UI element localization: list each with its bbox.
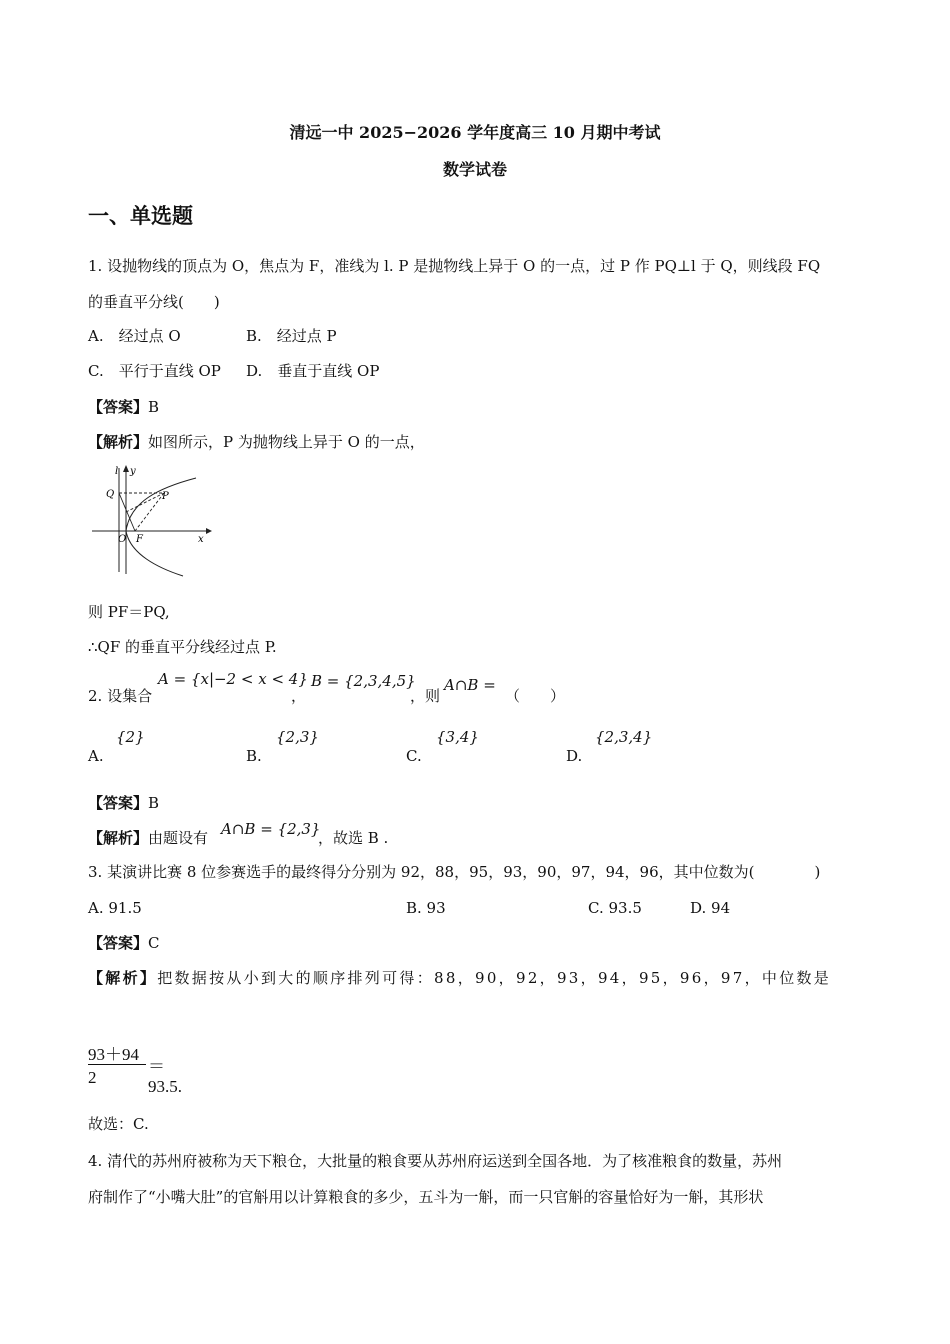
fraction-numerator: 93＋94 — [88, 1045, 139, 1064]
q2-stem-end: （ ） — [505, 687, 566, 705]
q2-option-c: {3,4} — [436, 728, 479, 746]
q2-answer — [88, 791, 159, 815]
analysis-text: 由题设有 — [148, 829, 209, 847]
q1-option-d: D. 垂直于直线 OP — [246, 362, 380, 380]
q1-answer — [88, 395, 159, 419]
q1-option-c: C. 平行于直线 OP — [88, 362, 221, 380]
q2-option-b-label: B. — [246, 747, 262, 765]
q1-option-b: B. 经过点 P — [246, 327, 337, 345]
q2-option-a: {2} — [116, 728, 145, 746]
q3-option-c: C. 93.5 — [588, 899, 642, 917]
parabola-figure — [88, 462, 213, 580]
fraction-bar — [88, 1064, 146, 1065]
label-l: l — [115, 466, 119, 477]
q3-option-d: D. 94 — [690, 899, 731, 917]
section-title: 一、单选题 — [88, 203, 193, 228]
q2-set-a: A = {x|−2 < x < 4} — [158, 670, 308, 688]
q4-line1: 4. 清代的苏州府被称为天下粮仓，大批量的粮食要从苏州府运送到全国各地．为了核准粮食的数量，苏州 — [88, 1152, 783, 1170]
answer-value: C — [148, 934, 160, 952]
answer-value: B — [148, 794, 160, 812]
exam-title: 清远一中 2025−2026 学年度高三 10 月期中考试 — [289, 123, 661, 142]
q2-comma: ， — [291, 687, 307, 705]
analysis-tag: 【解析】 — [88, 829, 149, 847]
answer-tag: 【答案】 — [88, 398, 149, 416]
fraction-denominator: 2 — [88, 1068, 97, 1087]
q2-analysis-end: ，故选 B . — [318, 829, 389, 847]
q2-stem-mid: ，则 — [410, 687, 441, 705]
label-x: x — [198, 534, 204, 545]
answer-tag: 【答案】 — [88, 934, 149, 952]
label-f: F — [136, 534, 143, 545]
q3-stem: 3. 某演讲比赛 8 位参赛选手的最终得分分别为 92，88，95，93，90，97，94，96，其中位数为( ) — [88, 863, 821, 881]
q3-answer — [88, 931, 160, 955]
q2-option-d: {2,3,4} — [595, 728, 653, 746]
q3-conclusion: 故选：C. — [88, 1115, 149, 1133]
analysis-tag: 【解析】 — [88, 969, 158, 987]
answer-tag: 【答案】 — [88, 794, 149, 812]
q1-conclusion1: 则 PF＝PQ, — [88, 603, 170, 621]
analysis-text: 把数据按从小到大的顺序排列可得：88，90，92，93，94，95，96，97，中位数是 — [157, 969, 832, 987]
label-o: O — [118, 534, 127, 545]
q2-stem-prefix: 2. 设集合 — [88, 687, 153, 705]
q2-option-b: {2,3} — [276, 728, 319, 746]
q3-option-a: A. 91.5 — [88, 899, 142, 917]
analysis-tag: 【解析】 — [88, 433, 149, 451]
answer-value: B — [148, 398, 160, 416]
label-q: Q — [106, 489, 115, 500]
q1-option-a: A. 经过点 O — [88, 327, 181, 345]
label-y: y — [130, 466, 136, 477]
q1-analysis — [88, 430, 425, 454]
q4-line2: 府制作了“小嘴大肚”的官斛用以计算粮食的多少，五斗为一斛，而一只官斛的容量恰好为一斛，其形状 — [88, 1188, 764, 1206]
q2-set-b: B = {2,3,4,5} — [311, 672, 416, 690]
q2-analysis-math: A∩B = {2,3} — [221, 820, 321, 838]
q1-conclusion2: ∴QF 的垂直平分线经过点 P. — [88, 638, 277, 656]
q1-stem-line1: 1. 设抛物线的顶点为 O，焦点为 F，准线为 l. P 是抛物线上异于 O 的一点，过 P 作 PQ⊥l 于 Q，则线段 FQ — [88, 257, 821, 275]
exam-subtitle: 数学试卷 — [442, 160, 507, 179]
y-axis-arrow — [123, 465, 129, 472]
perpendicular-bisector — [126, 493, 164, 512]
x-axis-arrow — [206, 528, 212, 534]
fraction-result: ＝93.5. — [148, 1057, 182, 1096]
label-p: P — [162, 491, 169, 502]
analysis-text: 如图所示，P 为抛物线上异于 O 的一点， — [148, 433, 425, 451]
q2-analysis — [88, 826, 208, 850]
q3-option-b: B. 93 — [406, 899, 446, 917]
q2-option-a-label: A. — [88, 747, 104, 765]
segment-pf — [135, 493, 164, 531]
q2-option-d-label: D. — [566, 747, 583, 765]
q1-stem-line2: 的垂直平分线( ) — [88, 293, 220, 311]
q2-option-c-label: C. — [406, 747, 422, 765]
q3-analysis — [88, 966, 831, 990]
q2-intersect: A∩B = — [444, 676, 496, 694]
